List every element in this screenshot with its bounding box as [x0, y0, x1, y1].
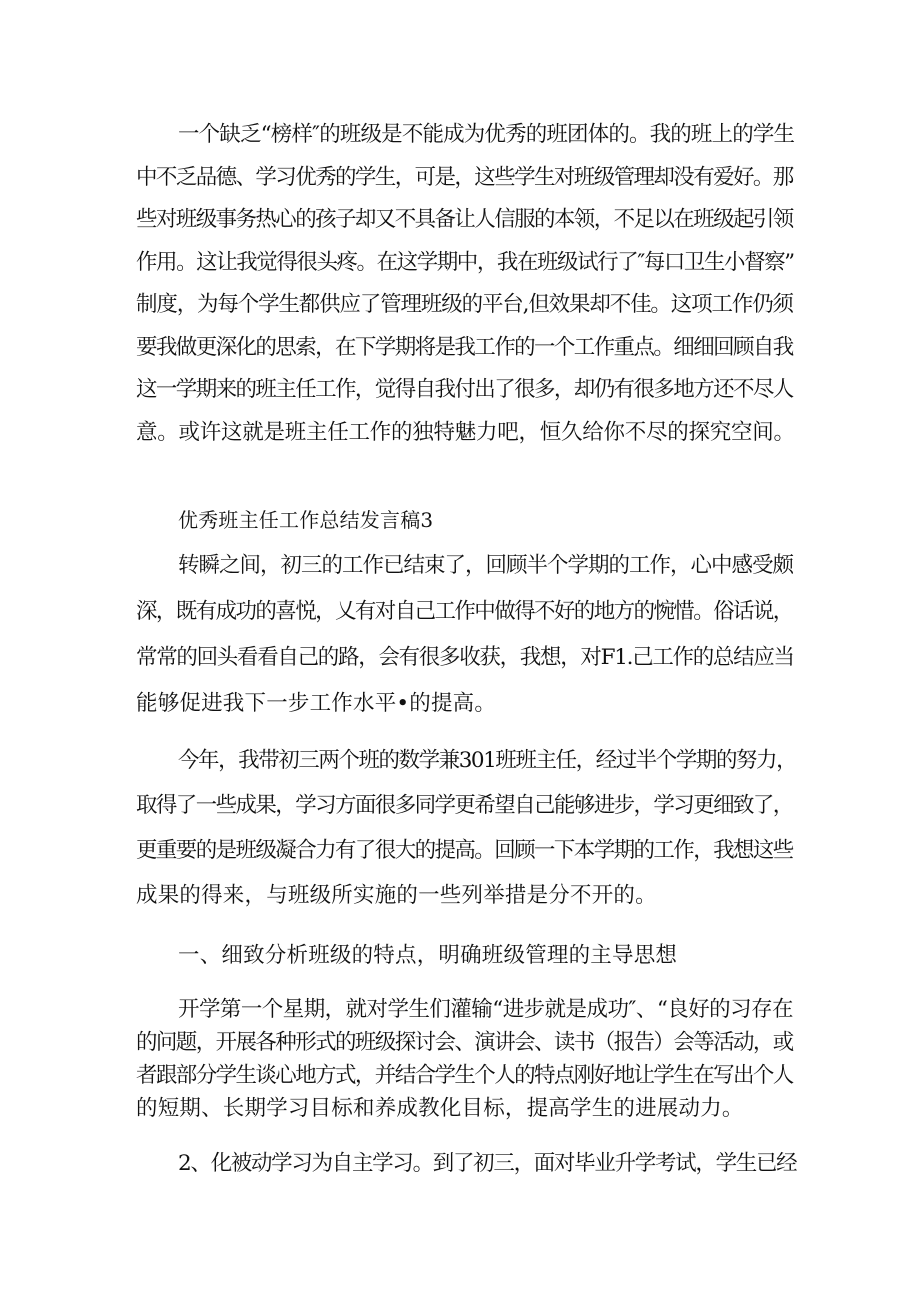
- paragraph-self-study: [136, 1143, 796, 1186]
- text-line: 要我做更深化的思索，在下学期将是我工作的一个工作重点。细细回顾自我: [136, 334, 793, 360]
- section-title: [136, 499, 796, 542]
- section-title-text: 优秀班主任工作总结发言稿3: [178, 508, 434, 532]
- text-line: 些对班级事务热心的孩子却又不具备让人信服的本领，不足以在班级起引领: [136, 207, 793, 232]
- subheading-text: 一、细致分析班级的特点，明确班级管理的主导思想: [178, 943, 678, 968]
- text-line: 这一学期来的班主任工作，觉得自我付出了很多，却仍有很多地方还不尽人: [136, 377, 793, 402]
- paragraph-class-role-model: [136, 114, 796, 454]
- text-line: 者跟部分学生谈心地方式，并结合学生个人的特点刚好地让学生在写出个人: [136, 1063, 793, 1088]
- text-line: 成果的得来，与班级所实施的一些列举措是分不开的。: [136, 883, 657, 908]
- text-line: 取得了一些成果，学习方面很多同学更希望自己能够进步，学习更细致了，: [136, 793, 793, 818]
- text-line: 的短期、长期学习目标和养成教化目标，提高学生的进展动力。: [136, 1096, 744, 1121]
- text-line: 更重要的是班级凝合力有了很大的提高。回顾一下本学期的工作，我想这些: [136, 838, 793, 863]
- paragraph-this-year: [136, 738, 796, 918]
- text-line: 中不乏品德、学习优秀的学生，可是，这些学生对班级管理却没有爱好。那: [136, 164, 793, 190]
- text-line: 意。或许这就是班主任工作的独特魅力吧，恒久给你不尽的探究空间。: [136, 419, 795, 445]
- text-line: 转瞬之间，初三的工作已结束了，回顾半个学期的工作，心中感受颇: [178, 553, 794, 578]
- text-line: 作用。这让我觉得很头疼。在这学期中，我在班级试行了″每口卫生小督察”: [136, 249, 794, 275]
- text-line: 今年，我带初三两个班的数学兼301班班主任，经过半个学期的努力，: [178, 748, 797, 773]
- paragraph-semester-review: [136, 543, 796, 727]
- subheading-class-analysis: [136, 935, 796, 978]
- text-line: 2、化被动学习为自主学习。到了初三，面对毕业升学考试，学生已经: [178, 1151, 797, 1176]
- text-line: 的问题，开展各种形式的班级探讨会、演讲会、读书（报告）会等活动，或: [136, 1030, 793, 1055]
- text-line: 深，既有成功的喜悦，乂有对自己工作中做得不好的地方的惋惜。俗话说，: [136, 599, 793, 624]
- text-line: 能够促进我下一步工作水平•的提高。: [136, 691, 497, 716]
- text-line: 开学第一个星期，就对学生们灌输“进步就是成功″、“良好的习存在: [178, 997, 793, 1022]
- text-line: 制度，为每个学生都供应了管理班级的平台,但效果却不佳。这项工作仍须: [136, 292, 793, 317]
- text-line: 常常的回头看看自己的路，会有很多收获，我想，对F1.己工作的总结应当: [136, 645, 794, 670]
- paragraph-first-week: [136, 993, 796, 1125]
- text-line: 一个缺乏“榜样″的班级是不能成为优秀的班团体的。我的班上的学生: [178, 122, 795, 147]
